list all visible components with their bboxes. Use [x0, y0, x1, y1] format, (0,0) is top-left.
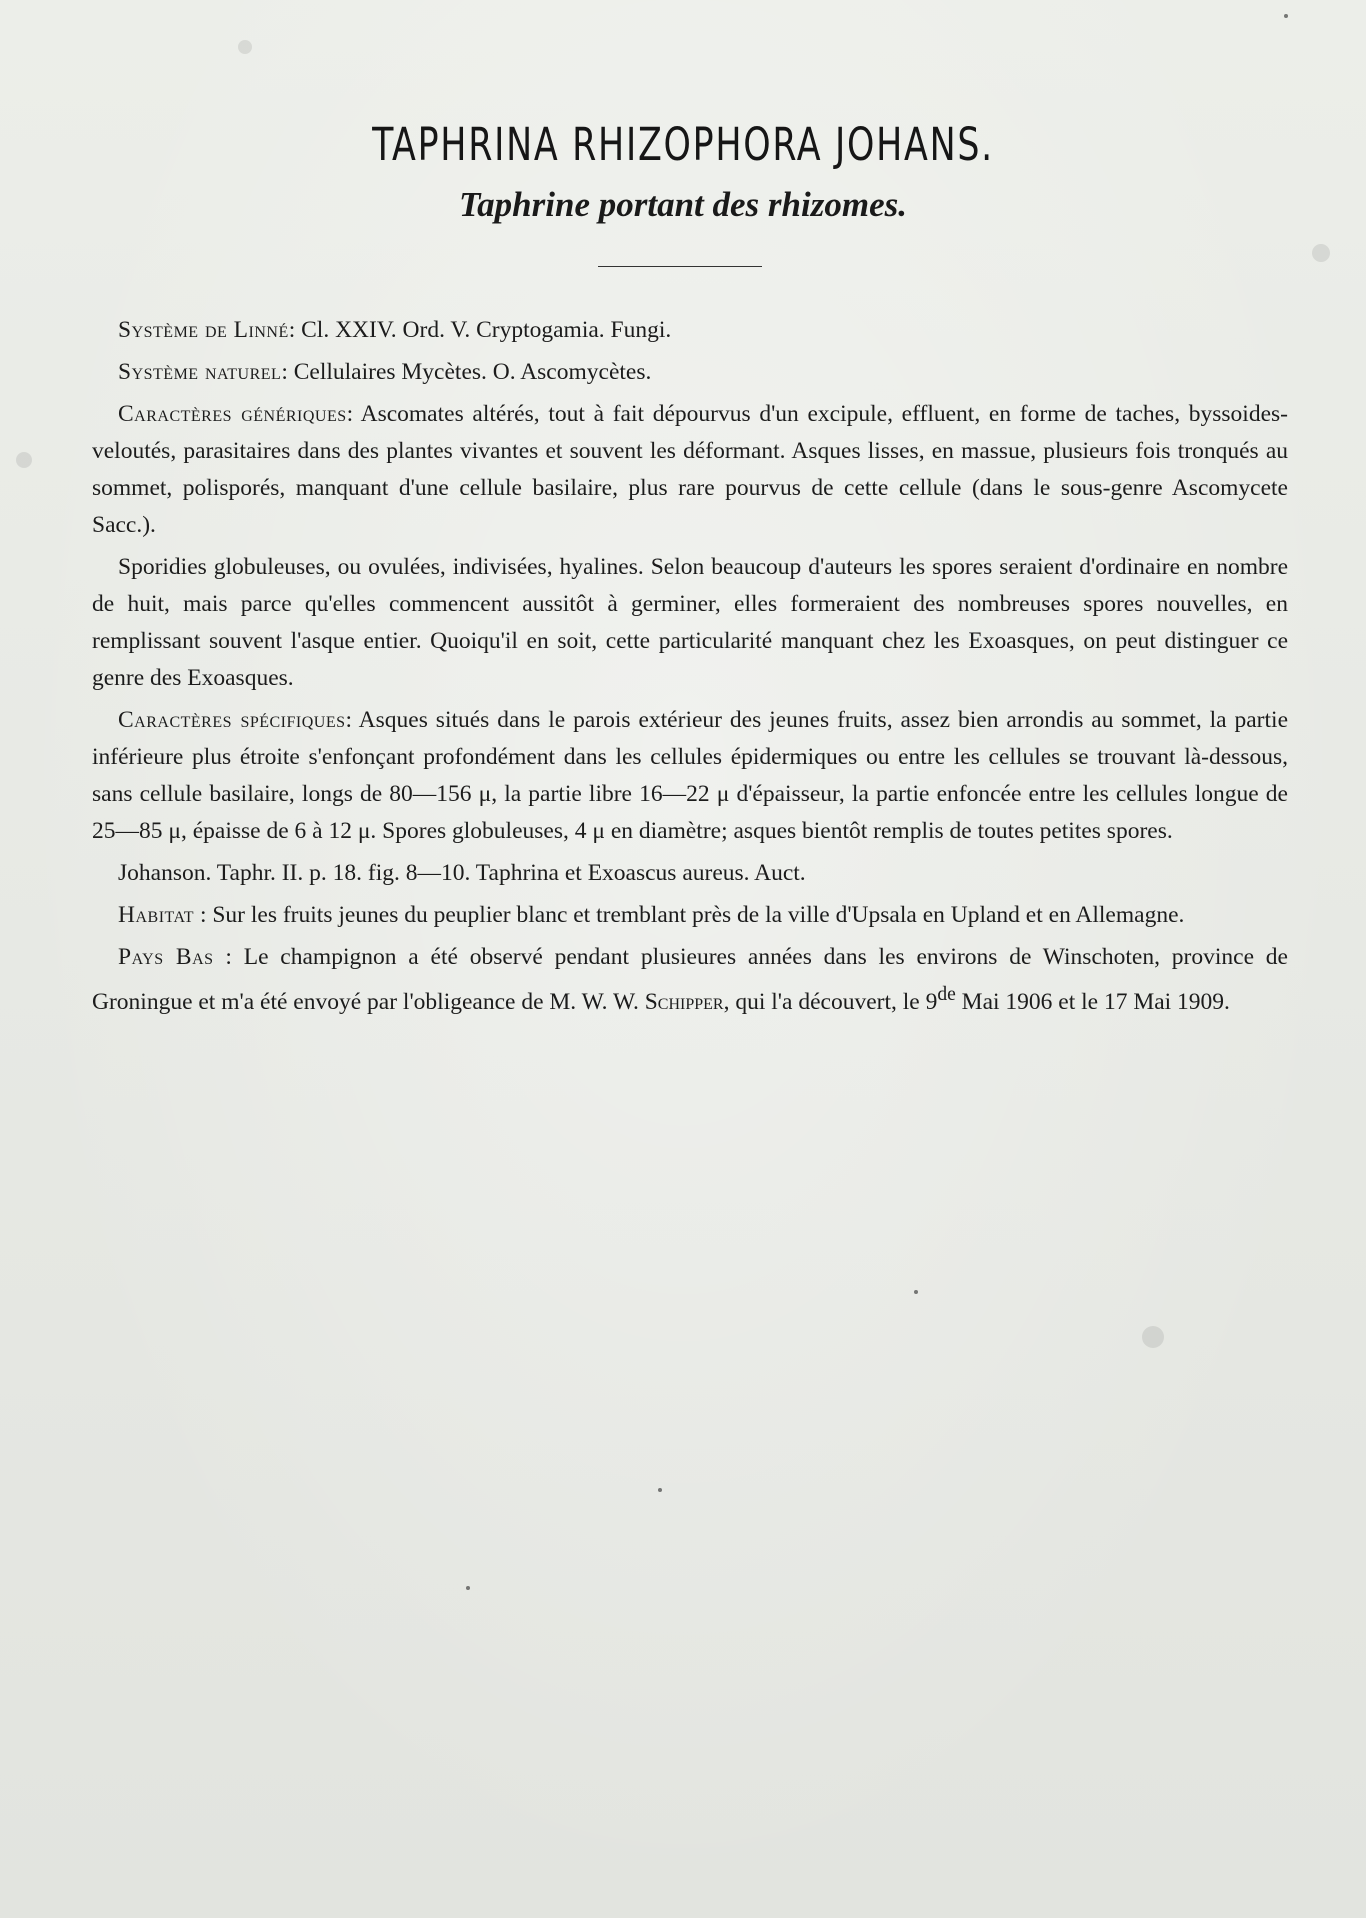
page-speck [658, 1488, 662, 1492]
page-smudge [1312, 244, 1330, 262]
collector-name: Schipper [644, 988, 724, 1015]
paragraph-pays-bas [92, 939, 1288, 1021]
paragraph-lead: Habitat [118, 902, 195, 928]
paragraph-systeme-linne [92, 312, 1288, 349]
page-speck [1284, 14, 1288, 18]
paragraph-habitat [92, 897, 1288, 934]
paragraph-text: Mai 1906 et le 17 Mai 1909. [955, 988, 1230, 1015]
paragraph-caracteres-specifiques [92, 702, 1288, 850]
ordinal-superscript: de [937, 984, 956, 1005]
paragraph-text: Johanson. Taphr. II. p. 18. fig. 8—10. Taphrina et Exoascus aureus. Auct. [118, 860, 806, 886]
page-smudge [16, 452, 32, 468]
paragraph-lead: Système de Linné [118, 317, 289, 343]
paragraph-sporidies [92, 549, 1288, 697]
paragraph-lead: Système naturel [118, 359, 282, 385]
paragraph-text: : Sur les fruits jeunes du peuplier blanc et tremblant près de la ville d'Upsala en Upland et en Allemagne. [194, 902, 1185, 928]
paragraph-text: : Asques situés dans le parois extérieur des jeunes fruits, assez bien arrondis au sommet, la partie inférieure plus étroite s'enfonçant profondément dans les cellules épidermiques ou entre les cellules se trouvant là-dessous, sans cellule basilaire, longs de 80—156 μ, la partie libre 16—22 μ d'épaisseur, la partie enfoncée entre les cellules longue de 25—85 μ, épaisse de 6 à 12 μ. Spores globuleuses, 4 μ en diamètre; asques bientôt remplis de toutes petites spores. [92, 707, 1288, 844]
paragraph-text: : Cellulaires Mycètes. O. Ascomycètes. [281, 359, 652, 385]
paragraph-text: Sporidies globuleuses, ou ovulées, indivisées, hyalines. Selon beaucoup d'auteurs les spores seraient d'ordinaire en nombre de huit, mais parce qu'elles commencent aussitôt à germiner, elles formeraient des nombreuses spores nouvelles, en remplissant souvent l'asque entier. Quoiqu'il en soit, cette particularité manquant chez les Exoasques, on peut distinguer ce genre des Exoasques. [92, 554, 1288, 691]
paragraph-lead: Pays Bas [118, 944, 214, 970]
title-divider [598, 266, 762, 267]
paragraph-text: : Ascomates altérés, tout à fait dépourvus d'un excipule, effluent, en forme de taches, byssoides-veloutés, parasitaires dans des plantes vivantes et souvent les déformant. Asques lisses, en massue, plusieurs fois tronqués au sommet, polisporés, manquant d'une cellule basilaire, plus rare pourvus de cette cellule (dans le sous-genre Ascomycete Sacc.). [92, 401, 1288, 538]
page-smudge [238, 40, 252, 54]
paragraph-lead: Caractères spécifiques [118, 707, 346, 733]
page-smudge [1142, 1326, 1164, 1348]
paragraph-text: : Le champignon a été observé pendant plusieures années dans les environs de Winschoten, province de Groningue et m'a été envoyé par l'obligeance de M. W. W. [92, 944, 1288, 1015]
page-subtitle: Taphrine portant des rhizomes. [459, 185, 907, 224]
page-title: TAPHRINA RHIZOPHORA JOHANS. [372, 118, 994, 171]
document-body [92, 312, 1288, 1026]
paragraph-lead: Caractères génériques [118, 401, 347, 427]
page-speck [914, 1290, 918, 1294]
paragraph-systeme-naturel [92, 354, 1288, 391]
page-speck [466, 1586, 470, 1590]
paragraph-caracteres-generiques [92, 396, 1288, 544]
paragraph-text: : Cl. XXIV. Ord. V. Cryptogamia. Fungi. [288, 317, 672, 343]
paragraph-text: , qui l'a découvert, le 9 [723, 988, 938, 1015]
paragraph-reference [92, 855, 1288, 892]
